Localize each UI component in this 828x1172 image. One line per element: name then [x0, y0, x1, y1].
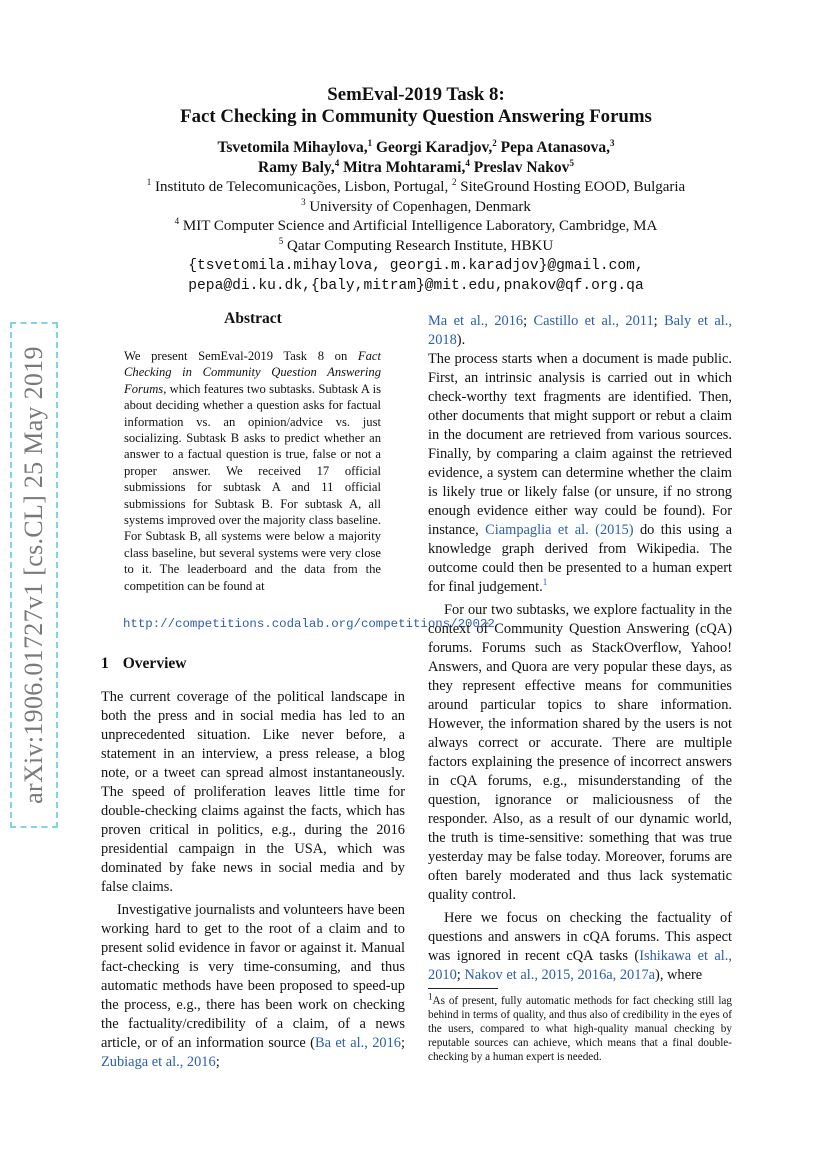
- paragraph-text: Here we focus on checking the factuality of questions and answers in cQA forums. This aspect was ignored in recent cQA tasks (: [428, 910, 732, 964]
- abstract-body: [124, 348, 381, 594]
- paragraph-text: Investigative journalists and volunteers have been working hard to get to the root of a claim and to present solid evidence in favor or against it. Manual fact-checking is very time-consuming, and thus automatic methods have been proposed to speed-up the process, e.g., there has been work on checking the factuality/credibility of a claim, of a news article, or of an information source (: [101, 902, 405, 1051]
- paragraph-text: do this using a knowledge graph derived from Wikipedia. The outcome could then be presented to a human expert for final judgement.: [428, 522, 732, 595]
- authors-line-2: [100, 158, 732, 178]
- paper-title: [100, 84, 732, 128]
- footnote-number: 1: [428, 991, 433, 1002]
- arxiv-stamp-text: arXiv:1906.01727v1 [cs.CL] 25 May 2019: [19, 346, 48, 804]
- affil-mark: 5: [278, 235, 284, 246]
- citation-link[interactable]: Baly et al., 2018: [428, 313, 732, 348]
- author-name: Mitra Mohtarami,: [339, 159, 466, 176]
- section-number: 1: [101, 655, 109, 672]
- footnote-text: As of present, fully automatic methods for fact checking still lag behind in terms of quality, and thus also of credibility in the eyes of the users, compared to what high-quality manual checking by reputable sources can achieve, which means that a final double-checking by a human expert is needed.: [428, 995, 732, 1063]
- citation-link[interactable]: Castillo et al., 2011: [533, 313, 654, 329]
- citation-link[interactable]: Zubiaga et al., 2016: [101, 1054, 216, 1070]
- abstract-heading: Abstract: [224, 310, 282, 327]
- paragraph-text: The process starts when a document is made public. First, an intrinsic analysis is carried out in which check-worthy text fragments are identified. Then, other documents that might support or rebut a claim in the document are retrieved from various sources. Finally, by comparing a claim against the retrieved evidence, a system can determine whether the claim is likely true or likely false (or unsure, if no strong enough evidence either way could be found). For instance,: [428, 351, 732, 538]
- citation-separator: ;: [456, 967, 465, 983]
- affil-text: Instituto de Telecomunicações, Lisbon, Portugal,: [151, 179, 452, 195]
- citation-link[interactable]: Ba et al., 2016: [314, 1035, 402, 1051]
- abstract-text: , which features two subtasks. Subtask A is about deciding whether a question asks for factual information vs. an opinion/advice vs. just socializing. Subtask B asks to predict whether an answer to a factual question is true, false or not a proper answer. We received 17 official submissions for subtask A and 11 official submissions for Subtask B. For subtask A, all systems improved over the majority class baseline. For Subtask B, all systems were below a majority class baseline, but several systems were very close to it. The leaderboard and the data from the competition can be found at: [124, 381, 381, 593]
- author-affil-mark: 4: [465, 157, 470, 168]
- left-column-body: [101, 688, 405, 1072]
- affiliations: [100, 178, 732, 256]
- author-name: Tsvetomila Mihaylova,: [217, 139, 368, 156]
- citation-separator: ;: [653, 313, 665, 329]
- affiliation-line-2: [100, 198, 732, 218]
- citation-link[interactable]: Ciampaglia et al. (2015): [485, 522, 634, 538]
- paragraph: [428, 350, 732, 597]
- author-emails: [100, 256, 732, 296]
- author-affil-mark: 2: [492, 137, 497, 148]
- arxiv-stamp[interactable]: [10, 322, 58, 828]
- affil-mark: 4: [174, 216, 180, 226]
- affil-mark: 1: [146, 177, 152, 187]
- competition-link[interactable]: http://competitions.codalab.org/competitions/20022: [123, 617, 495, 631]
- footnote: [428, 991, 732, 1064]
- author-list: [100, 138, 732, 178]
- citation-separator: ).: [456, 332, 466, 348]
- affil-mark: 2: [451, 177, 457, 187]
- footnote-divider: [428, 988, 498, 989]
- footnote-marker[interactable]: 1: [542, 577, 548, 588]
- citation-link[interactable]: Nakov et al., 2015, 2016a, 2017a: [464, 967, 656, 983]
- citation-separator: ;: [215, 1054, 220, 1070]
- author-name: Georgi Karadjov,: [372, 139, 493, 156]
- author-affil-mark: 4: [334, 157, 340, 168]
- author-name: Preslav Nakov: [469, 159, 570, 176]
- emails-line-1: {tsvetomila.mihaylova, georgi.m.karadjov}@gmail.com,: [188, 258, 644, 274]
- paragraph: The current coverage of the political landscape in both the press and in social media has led to an unprecedented situation. Like never before, a statement in an interview, a press release, a blog note, or a tweet can spread almost instantaneously. The speed of proliferation leaves little time for double-checking claims against the facts, which has proven critical in politics, e.g., during the 2016 presidential campaign in the USA, which was dominated by fake news in social media and by false claims.: [101, 689, 405, 895]
- paragraph-text: ), where: [655, 967, 703, 983]
- affiliation-line-3: [100, 217, 732, 237]
- citation-separator: ;: [401, 1035, 406, 1051]
- affiliation-line-4: [100, 237, 732, 257]
- citation-link[interactable]: Ishikawa et al., 2010: [428, 948, 732, 983]
- paragraph: [428, 909, 732, 985]
- affiliation-line-1: [100, 178, 732, 198]
- section-title: Overview: [122, 655, 187, 672]
- author-affil-mark: 5: [569, 157, 574, 168]
- citation-continuation: [428, 312, 732, 350]
- section-heading: [101, 655, 186, 673]
- affil-text: Qatar Computing Research Institute, HBKU: [283, 237, 554, 254]
- emails-line-2: pepa@di.ku.dk,{baly,mitram}@mit.edu,pnakov@qf.org.qa: [188, 278, 644, 294]
- author-affil-mark: 3: [610, 137, 615, 148]
- abstract-task-title: Fact Checking in Community Question Answering Forums: [124, 349, 381, 396]
- title-line-1: SemEval-2019 Task 8:: [327, 84, 505, 105]
- abstract-text: We present SemEval-2019 Task 8 on: [124, 349, 358, 363]
- paragraph: [101, 901, 405, 1072]
- affil-text: MIT Computer Science and Artificial Intelligence Laboratory, Cambridge, MA: [179, 218, 658, 234]
- author-name: Ramy Baly,: [258, 159, 335, 176]
- citation-link[interactable]: Ma et al., 2016: [428, 313, 524, 329]
- paragraph: For our two subtasks, we explore factuality in the context of Community Question Answering (cQA) forums. Forums such as StackOverflow, Yahoo! Answers, and Quora are very popular these days, as they represent effective means for communities around particular topics to share information. However, the information shared by the users is not always correct or accurate. There are multiple factors explaining the presence of incorrect answers in cQA forums, e.g., misunderstanding of the question, ignorance or maliciousness of the responder. Also, as a result of our dynamic world, the truth is time-sensitive: something that was true yesterday may be false today. Moreover, forums are often barely moderated and thus lack systematic quality control.: [428, 602, 732, 903]
- authors-line-1: [100, 138, 732, 158]
- title-line-2: Fact Checking in Community Question Answering Forums: [180, 106, 652, 127]
- affil-text: University of Copenhagen, Denmark: [305, 198, 531, 215]
- author-affil-mark: 1: [367, 137, 373, 148]
- author-name: Pepa Atanasova,: [496, 139, 610, 156]
- citation-separator: ;: [523, 313, 534, 329]
- affil-text: SiteGround Hosting EOOD, Bulgaria: [456, 179, 686, 195]
- paper-header: [100, 84, 732, 296]
- affil-mark: 3: [301, 196, 306, 207]
- right-column-body: [428, 312, 732, 985]
